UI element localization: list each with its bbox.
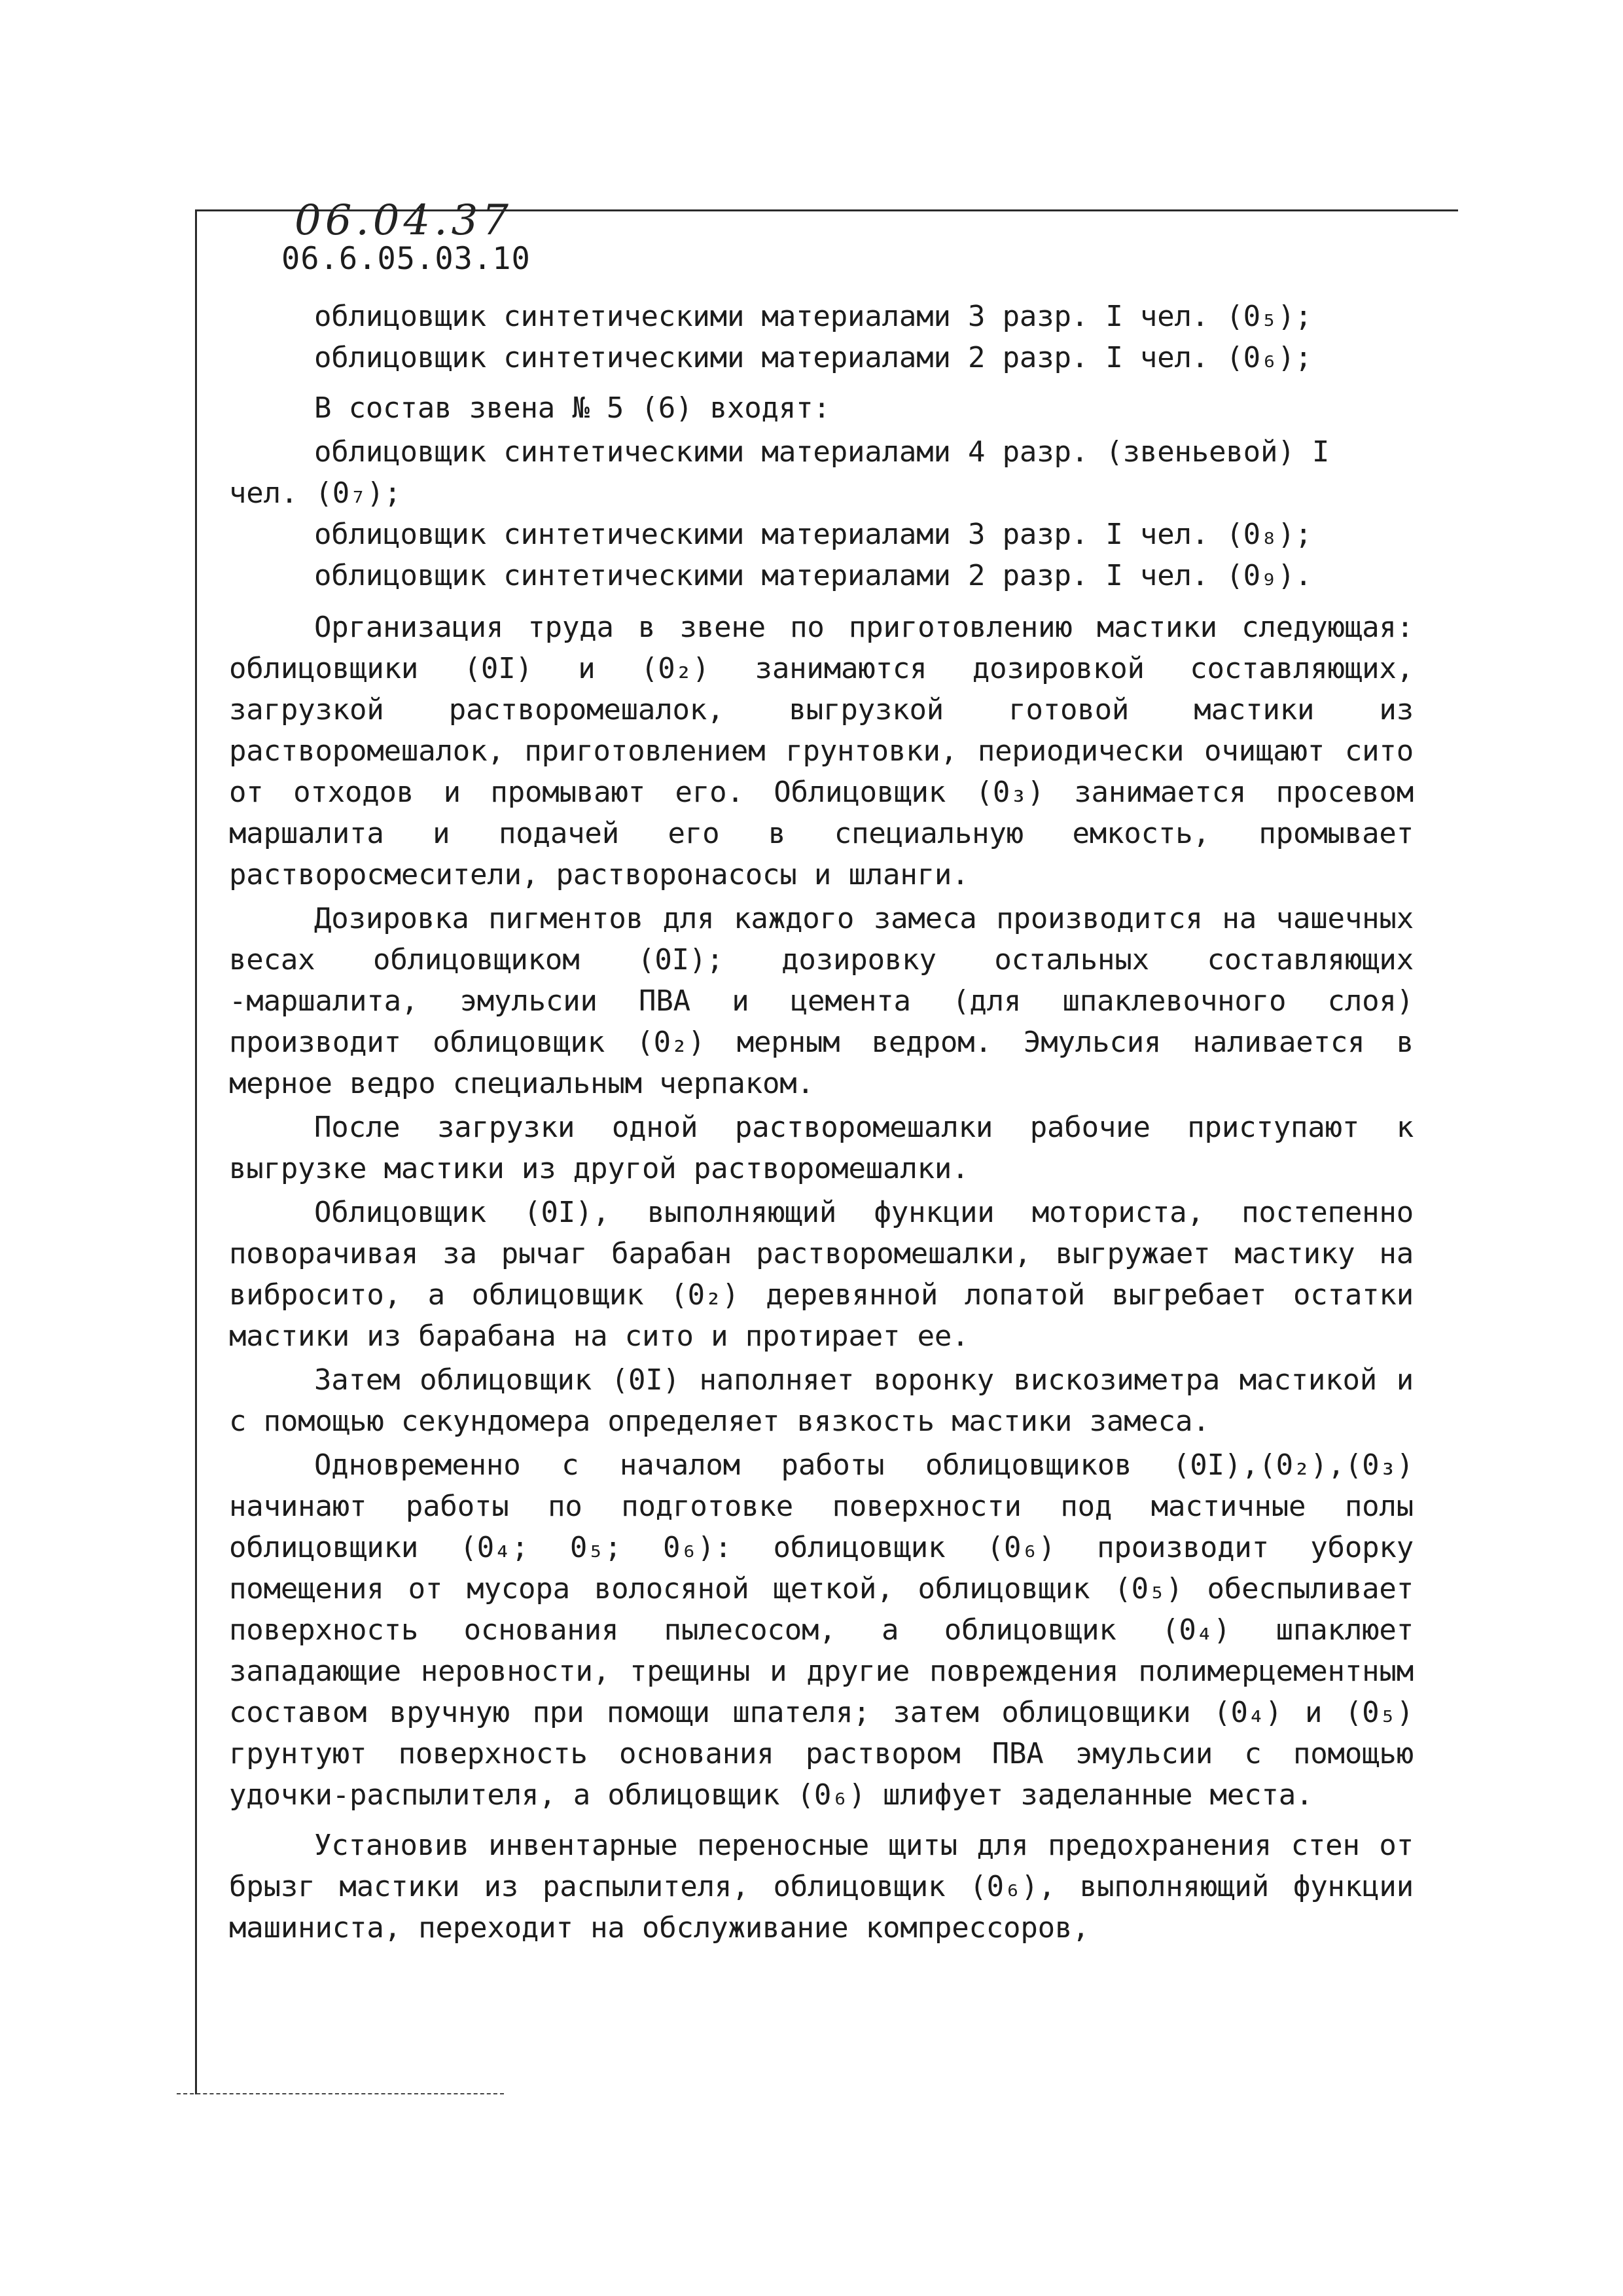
worker-line: облицовщик синтетическими материалами 3 разр. I чел. (0₈); xyxy=(314,518,1312,551)
paragraph-motorist: Облицовщик (0I), выполняющий функции моториста, постепенно поворачивая за рычаг барабан растворомешалки, выгружает мастику на вибросито, а облицовщик (0₂) деревянной лопатой выгребает остатки мастики из барабана на сито и протирает ее. xyxy=(229,1196,1414,1353)
paragraph-surface-prep: Одновременно с началом работы облицовщиков (0I),(0₂),(0₃) начинают работы по подготовке поверхности под мастичные полы облицовщики (0₄; 0₅; 0₆): облицовщик (0₆) производит уборку помещения от мусора волосяной щеткой, облицовщик (0₅) обеспыливает поверхность основания пылесосом, а облицовщик (0₄) шпаклюет западающие неровности, трещины и другие повреждения полимерцементным составом вручную при помощи шпателя; затем облицовщики (0₄) и (0₅) грунтуют поверхность основания раствором ПВА эмульсии с помощью удочки-распылителя, а облицовщик (0₆) шлифует заделанные места. xyxy=(229,1448,1414,1812)
paragraph-viscosity: Затем облицовщик (0I) наполняет воронку вискозиметра мастикой и с помощью секундомера определяет вязкость мастики замеса. xyxy=(229,1363,1414,1438)
document-body xyxy=(229,296,1414,1948)
paragraph-dosing: Дозировка пигментов для каждого замеса производится на чашечных весах облицовщиком (0I); дозировку остальных составляющих -маршалита, эмульсии ПВА и цемента (для шпаклевочного слоя) производит облицовщик (0₂) мерным ведром. Эмульсия наливается в мерное ведро специальным черпаком. xyxy=(229,902,1414,1100)
document-code: 06.6.05.03.10 xyxy=(281,241,531,277)
worker-line: облицовщик синтетическими материалами 4 разр. (звеньевой) I чел. (0₇); xyxy=(229,435,1330,510)
worker-line: облицовщик синтетическими материалами 2 разр. I чел. (0₉). xyxy=(314,559,1312,592)
worker-line: облицовщик синтетическими материалами 2 разр. I чел. (0₆); xyxy=(314,341,1312,374)
paragraph-organization: Организация труда в звене по приготовлению мастики следующая: облицовщики (0I) и (0₂) занимаются дозировкой составляющих, загрузкой растворомешалок, выгрузкой готовой мастики из растворомешалок, приготовлением грунтовки, периодически очищают сито от отходов и промывают его. Облицовщик (0₃) занимается просевом маршалита и подачей его в специальную емкость, промывает растворосмесители, растворонасосы и шланги. xyxy=(229,611,1414,891)
paragraph-unloading: После загрузки одной растворомешалки рабочие приступают к выгрузке мастики из другой растворомешалки. xyxy=(229,1111,1414,1185)
worker-line: облицовщик синтетическими материалами 3 разр. I чел. (0₅); xyxy=(314,300,1312,333)
paragraph-compressors: Установив инвентарные переносные щиты для предохранения стен от брызг мастики из распылителя, облицовщик (0₆), выполняющий функции машиниста, переходит на обслуживание компрессоров, xyxy=(229,1829,1414,1945)
brigade-heading: В состав звена № 5 (6) входят: xyxy=(314,391,830,425)
page-frame-bottom-mark xyxy=(177,2093,504,2094)
handwritten-page-number: 06.04.37 xyxy=(294,196,512,245)
page-frame-left-border xyxy=(195,209,197,2094)
